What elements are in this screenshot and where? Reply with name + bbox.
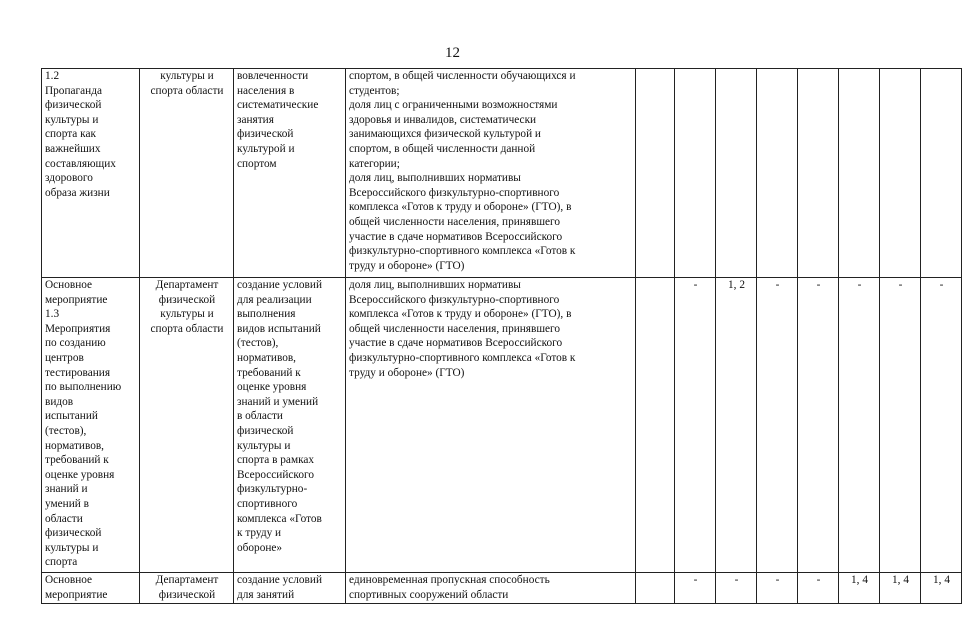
cell-text-line: доля лиц, выполнивших нормативы xyxy=(349,172,521,185)
cell-text-line: требований к xyxy=(237,366,301,379)
cell-text-line: требований к xyxy=(45,454,109,467)
cell-text-line: спорта xyxy=(45,556,78,569)
cell-text-line: выполнения xyxy=(237,308,296,321)
cell-text-line: спорта в рамках xyxy=(237,454,315,467)
cell-text-line: культурой и xyxy=(237,142,295,155)
cell-text-line: вовлеченности xyxy=(237,70,309,82)
cell-text-line: важнейших xyxy=(45,142,101,155)
cell-text-line: комплекса «Готов xyxy=(237,512,322,525)
cell-text-line: Пропаганда xyxy=(45,84,102,97)
indicator-cell xyxy=(346,573,636,604)
cell-text-line: (тестов), xyxy=(237,337,279,350)
indicator-value-cell: - xyxy=(880,278,921,573)
cell-text-line: в области xyxy=(237,410,283,423)
cell-text-line: физкультурно-спортивного комплекса «Готов к xyxy=(349,245,576,258)
cell-text-line: спорта области xyxy=(150,322,224,335)
cell-text-line: физической xyxy=(158,588,216,601)
cell-text-line: Всероссийского физкультурно-спортивного xyxy=(349,293,560,306)
cell-text-line: Всероссийского физкультурно-спортивного xyxy=(349,186,560,199)
cell-text-line: физкультурно- xyxy=(237,483,308,496)
indicator-cell xyxy=(346,278,636,573)
cell-text-line: для реализации xyxy=(237,293,312,306)
indicator-value-cell: 1, 4 xyxy=(880,573,921,604)
cell-text-line: (тестов), xyxy=(45,424,87,437)
cell-text-line: оценке уровня xyxy=(45,468,115,481)
indicator-value-cell xyxy=(716,69,757,278)
cell-text-line: испытаний xyxy=(45,410,98,423)
indicator-value-cell: - xyxy=(798,278,839,573)
indicator-value-cell: 1, 4 xyxy=(921,573,962,604)
table-row xyxy=(42,278,962,573)
cell-text-line: доля лиц, выполнивших нормативы xyxy=(349,279,521,291)
cell-text-line: спортом, в общей численности данной xyxy=(349,142,536,155)
cell-text-line: создание условий xyxy=(237,574,322,586)
cell-text-line: мероприятие xyxy=(45,588,108,601)
cell-text-line: 1.3 xyxy=(45,308,60,321)
cell-text-line: комплекса «Готов к труду и обороне» (ГТО), в xyxy=(349,308,572,321)
activity-name-cell xyxy=(42,278,140,573)
cell-text-line: участие в сдаче нормативов Всероссийского xyxy=(349,230,563,243)
cell-text-line: здорового xyxy=(45,172,93,185)
indicator-value-cell xyxy=(757,69,798,278)
indicator-value-cell: - xyxy=(675,573,716,604)
cell-text-line: составляющих xyxy=(45,157,116,170)
indicator-value-cell: 1, 4 xyxy=(839,573,880,604)
indicator-value-cell xyxy=(921,69,962,278)
cell-text-line: спорта как xyxy=(45,128,96,141)
cell-text-line: спорта области xyxy=(150,84,224,97)
cell-text-line: нормативов, xyxy=(237,351,297,364)
activity-name-cell xyxy=(42,573,140,604)
executor-cell xyxy=(140,69,234,278)
cell-text-line: физической xyxy=(45,527,102,540)
cell-text-line: Мероприятия xyxy=(45,322,111,335)
activity-name-cell xyxy=(42,69,140,278)
indicator-value-cell xyxy=(675,69,716,278)
indicator-value-cell xyxy=(636,573,675,604)
indicator-cell xyxy=(346,69,636,278)
cell-text-line: здоровья и инвалидов, систематически xyxy=(349,113,537,126)
cell-text-line: населения в xyxy=(237,84,295,97)
cell-text-line: единовременная пропускная способность xyxy=(349,574,550,586)
cell-text-line: спортивного xyxy=(237,497,298,510)
indicator-value-cell: - xyxy=(716,573,757,604)
expected-result-cell xyxy=(234,573,346,604)
cell-text-line: знаний и умений xyxy=(237,395,319,408)
cell-text-line: студентов; xyxy=(349,84,400,97)
cell-text-line: физической xyxy=(158,293,216,306)
cell-text-line: области xyxy=(45,512,83,525)
cell-text-line: видов xyxy=(45,395,74,408)
executor-cell xyxy=(140,573,234,604)
cell-text-line: категории; xyxy=(349,157,400,170)
cell-text-line: физической xyxy=(237,128,294,141)
cell-text-line: обороне» xyxy=(237,541,283,554)
indicator-value-cell xyxy=(798,69,839,278)
cell-text-line: Основное xyxy=(45,279,93,291)
indicator-value-cell: - xyxy=(798,573,839,604)
cell-text-line: общей численности населения, принявшего xyxy=(349,215,561,228)
indicator-value-cell: - xyxy=(757,278,798,573)
indicator-value-cell: 1, 2 xyxy=(716,278,757,573)
cell-text-line: систематические xyxy=(237,99,319,112)
cell-text-line: оценке уровня xyxy=(237,381,307,394)
page-number: 12 xyxy=(445,45,460,61)
cell-text-line: физической xyxy=(45,99,102,112)
indicator-value-cell xyxy=(839,69,880,278)
cell-text-line: нормативов, xyxy=(45,439,105,452)
cell-text-line: культуры и xyxy=(237,439,291,452)
executor-cell xyxy=(140,278,234,573)
expected-result-cell xyxy=(234,69,346,278)
cell-text-line: Департамент xyxy=(155,279,219,291)
cell-text-line: спортом xyxy=(237,157,277,170)
cell-text-line: участие в сдаче нормативов Всероссийского xyxy=(349,337,563,350)
indicator-value-cell xyxy=(636,278,675,573)
cell-text-line: общей численности населения, принявшего xyxy=(349,322,561,335)
cell-text-line: культуры и xyxy=(45,113,99,126)
indicator-value-cell: - xyxy=(839,278,880,573)
cell-text-line: комплекса «Готов к труду и обороне» (ГТО), в xyxy=(349,201,572,214)
table-row xyxy=(42,69,962,278)
expected-result-cell xyxy=(234,278,346,573)
cell-text-line: Всероссийского xyxy=(237,468,314,481)
indicator-value-cell xyxy=(636,69,675,278)
cell-text-line: 1.2 xyxy=(45,70,60,82)
cell-text-line: создание условий xyxy=(237,279,322,291)
cell-text-line: центров xyxy=(45,351,84,364)
indicator-value-cell: - xyxy=(757,573,798,604)
cell-text-line: по созданию xyxy=(45,337,106,350)
cell-text-line: для занятий xyxy=(237,588,295,601)
indicator-value-cell: - xyxy=(675,278,716,573)
cell-text-line: знаний и xyxy=(45,483,88,496)
table-row xyxy=(42,573,962,604)
cell-text-line: спортом, в общей численности обучающихся и xyxy=(349,70,576,82)
cell-text-line: доля лиц с ограниченными возможностями xyxy=(349,99,558,112)
cell-text-line: физической xyxy=(237,424,294,437)
cell-text-line: Основное xyxy=(45,574,93,586)
program-table xyxy=(41,68,962,604)
cell-text-line: культуры и xyxy=(160,308,214,321)
cell-text-line: мероприятие xyxy=(45,293,108,306)
cell-text-line: Департамент xyxy=(155,574,219,586)
cell-text-line: культуры и xyxy=(45,541,99,554)
cell-text-line: умений в xyxy=(45,497,89,510)
cell-text-line: труду и обороне» (ГТО) xyxy=(349,366,465,379)
cell-text-line: по выполнению xyxy=(45,381,122,394)
cell-text-line: спортивных сооружений области xyxy=(349,588,509,601)
cell-text-line: занимающихся физической культурой и xyxy=(349,128,541,141)
indicator-value-cell xyxy=(880,69,921,278)
cell-text-line: видов испытаний xyxy=(237,322,321,335)
cell-text-line: образа жизни xyxy=(45,186,110,199)
cell-text-line: занятия xyxy=(237,113,274,126)
cell-text-line: тестирования xyxy=(45,366,111,379)
indicator-value-cell: - xyxy=(921,278,962,573)
cell-text-line: к труду и xyxy=(237,527,282,540)
cell-text-line: культуры и xyxy=(160,70,214,82)
cell-text-line: труду и обороне» (ГТО) xyxy=(349,259,465,272)
cell-text-line: физкультурно-спортивного комплекса «Готов к xyxy=(349,351,576,364)
